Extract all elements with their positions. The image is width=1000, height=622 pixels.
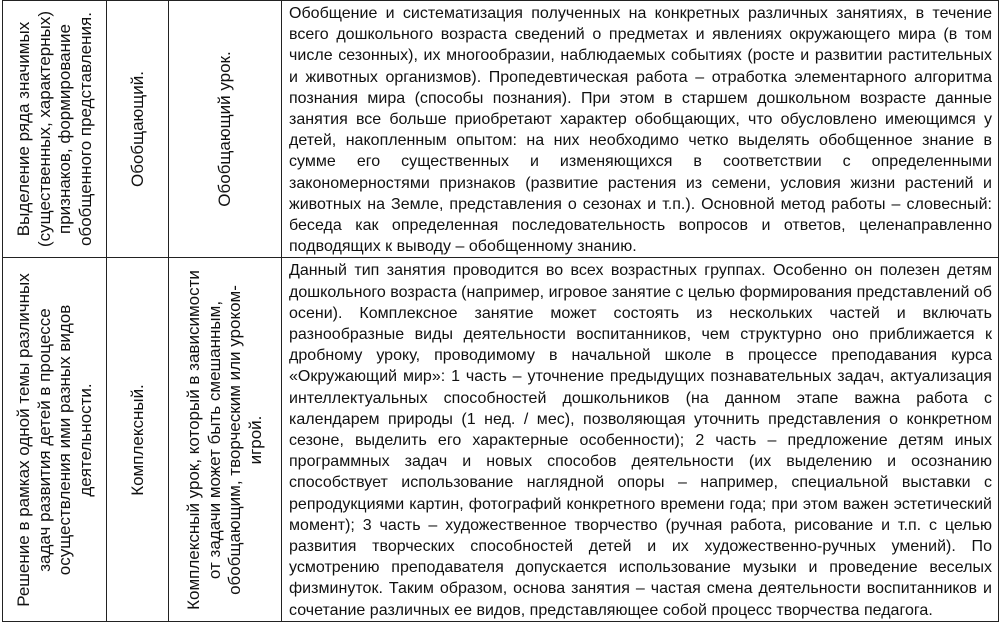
type-cell [107,1,169,258]
school-analog-text: Комплексный урок, который в зависимости от задачи может быть смешанным, обобщающим, творческим или уроком-игрой. [184,270,265,610]
methodology-table [2,0,999,622]
lesson-type-text: Комплексный. [127,384,147,496]
goal-cell [3,258,107,622]
description-text: Данный тип занятия проводится во всех возрастных группах. Особенно он полезен детям дошкольного возраста (например, игровое занятие с целью формирования представлений об осени). Комплексное занятие может состоять из нескольких частей и включать разнообразные виды деятельности воспитанников, чем структурно оно приближается к дробному уроку, проводимому в начальной школе в процессе преподавания курса «Окружающий мир»: 1 часть – уточнение предыдущих познавательных задач, актуализация интеллектуальных способностей дошкольников (на данном этапе важна работа с календарем природы (1 нед. / мес), позволяющая уточнить представления о конкретном сезоне, выделить его характерные особенности); 2 часть – предложение детям иных программных задач и новых способов деятельности (их выделению и осознанию способствует использование наглядной опоры – например, специальной выставки с репродукциями картин, фотографий конкретного времени года; при этом важен эстетический момент); 3 часть – художественное творчество (ручная работа, рисование и т.п. с целью развития творческих способностей детей и их художественно-ручных умений). По усмотрению преподавателя допускается использование музыки и проведение веселых физминуток. Таким образом, основа занятия – частая смена деятельности воспитанников и сочетание различных ее видов, представляющее собой процесс творчества педагога. [289,262,992,619]
lesson-type-text: Обобщающий. [127,71,147,188]
goal-text: Решение в рамках одной темы различных задач развития детей в процессе осуществления ими разных видов деятельности. [13,273,94,607]
goal-cell [3,1,107,258]
table-row [3,258,999,622]
description-cell [282,258,999,622]
goal-text: Выделение ряда значимых (существенных, характерных) признаков, формирование обобщенного представления. [13,11,94,248]
description-text: Обобщение и систематизация полученных на конкретных различных занятиях, в течение всего дошкольного возраста сведений о предметах и явлениях окружающего мира (в том числе сезонных), их многообразии, наблюдаемых событиях (росте и развитии растительных и животных организмов). Пропедевтическая работа – отработка элементарного алгоритма познания мира (способы познания). При этом в старшем дошкольном возрасте данные занятия все больше приобретают характер обобщающих, что обусловлено имеющимся у детей, накопленным опытом: на них необходимо четко выделять обобщенное знание в сумме его существенных и изменяющихся в соответствии с определенными закономерностями признаков (развитие растения из семени, условия жизни растений и животных на Земле, представления о сезонах и т.п.). Основной метод работы – словесный: беседа как определенная последовательность вопросов и ответов, целенаправленно подводящих к выводу – обобщенному знанию. [289,5,992,256]
school-analog-cell [169,258,282,622]
school-analog-text: Обобщающий урок. [214,51,234,207]
school-analog-cell [169,1,282,258]
table-row [3,1,999,258]
type-cell [107,258,169,622]
description-cell [282,1,999,258]
